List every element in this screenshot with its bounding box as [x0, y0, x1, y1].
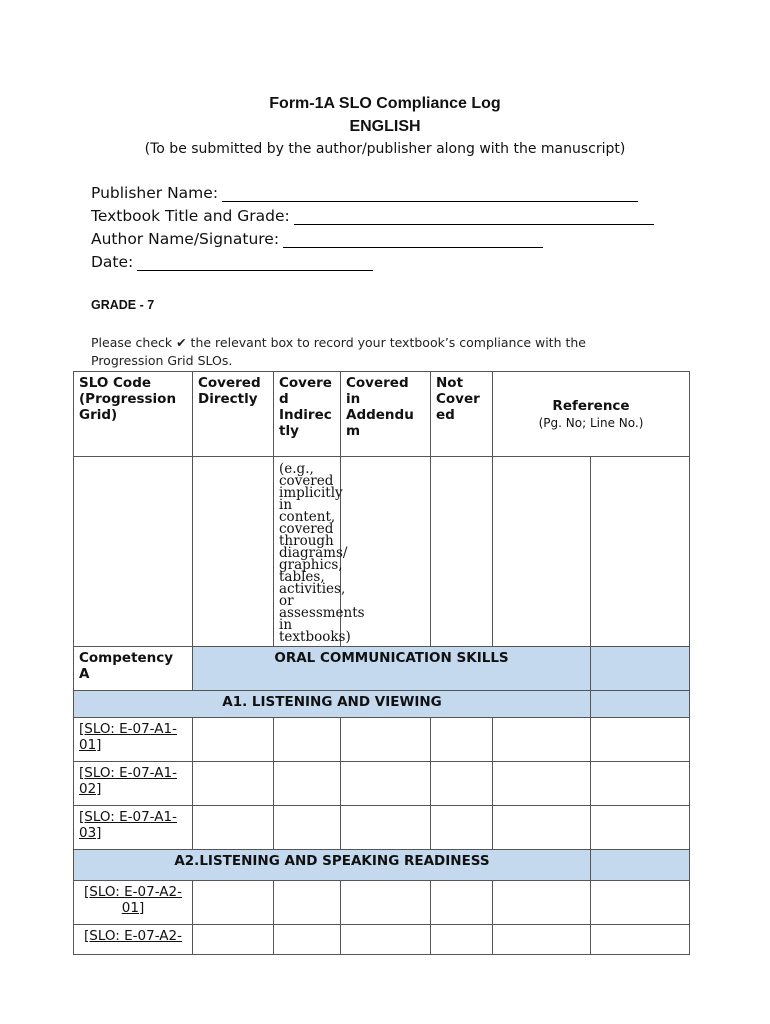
- section-a2-row: [74, 850, 690, 881]
- cell[interactable]: [431, 806, 493, 850]
- slo-code[interactable]: [SLO: E-07-A2-01]: [74, 881, 193, 925]
- note-row: [74, 457, 690, 647]
- cell[interactable]: [193, 457, 274, 647]
- cell[interactable]: [493, 457, 591, 647]
- cell[interactable]: [341, 718, 431, 762]
- cell[interactable]: [493, 806, 591, 850]
- cell[interactable]: [431, 457, 493, 647]
- table-row: [74, 806, 690, 850]
- slo-code[interactable]: [SLO: E-07-A1-01]: [74, 718, 193, 762]
- section-a1-row: [74, 691, 690, 718]
- table-row: [74, 881, 690, 925]
- date-line[interactable]: [137, 254, 373, 271]
- cell[interactable]: [341, 806, 431, 850]
- header-reference: [493, 372, 690, 457]
- section-a1-band-end: [591, 691, 690, 718]
- header-slo-code: SLO Code (Progression Grid): [74, 372, 193, 457]
- cell[interactable]: [591, 718, 690, 762]
- cell[interactable]: [193, 925, 274, 955]
- header-covered-directly: Covered Directly: [193, 372, 274, 457]
- form-title: Form-1A SLO Compliance Log: [269, 95, 501, 112]
- publisher-field[interactable]: [91, 184, 638, 202]
- cell[interactable]: [341, 925, 431, 955]
- table-row: [74, 925, 690, 955]
- header-covered-addendum: Covered in Addendu m: [341, 372, 431, 457]
- competency-band-end: [591, 647, 690, 691]
- section-a2-title: A2.LISTENING AND SPEAKING READINESS: [74, 850, 591, 881]
- date-label: Date:: [91, 253, 134, 271]
- textbook-field[interactable]: [91, 207, 654, 225]
- reference-title: Reference: [552, 398, 630, 414]
- publisher-label: Publisher Name:: [91, 184, 219, 202]
- author-line[interactable]: [283, 231, 543, 248]
- cell[interactable]: [193, 718, 274, 762]
- cell[interactable]: [274, 925, 341, 955]
- subject-title: ENGLISH: [349, 118, 421, 135]
- indirect-note: (e.g., covered implicitly in content, covered through diagrams/ graphics, tables, activities, or assessments in textbooks): [274, 457, 341, 647]
- cell[interactable]: [274, 718, 341, 762]
- submission-note: (To be submitted by the author/publisher along with the manuscript): [144, 141, 626, 157]
- publisher-line[interactable]: [222, 185, 638, 202]
- section-a2-band-end: [591, 850, 690, 881]
- instructions: Please check ✔ the relevant box to record your textbook’s compliance with the Progression Grid SLOs.: [91, 335, 586, 368]
- cell[interactable]: [493, 925, 591, 955]
- competency-row: [74, 647, 690, 691]
- competency-label: Competency A: [74, 647, 193, 691]
- author-field[interactable]: [91, 230, 543, 248]
- cell[interactable]: [431, 718, 493, 762]
- cell[interactable]: [431, 925, 493, 955]
- cell[interactable]: [431, 762, 493, 806]
- cell[interactable]: [193, 762, 274, 806]
- competency-title: ORAL COMMUNICATION SKILLS: [193, 647, 591, 691]
- cell[interactable]: [274, 762, 341, 806]
- cell[interactable]: [274, 806, 341, 850]
- section-a1-title: A1. LISTENING AND VIEWING: [74, 691, 591, 718]
- cell[interactable]: [493, 881, 591, 925]
- cell[interactable]: [591, 806, 690, 850]
- grade-label: GRADE - 7: [91, 298, 155, 312]
- reference-subtitle: (Pg. No; Line No.): [538, 416, 644, 430]
- slo-code[interactable]: [SLO: E-07-A2-: [74, 925, 193, 955]
- cell[interactable]: [274, 881, 341, 925]
- slo-code[interactable]: [SLO: E-07-A1-02]: [74, 762, 193, 806]
- cell[interactable]: [193, 881, 274, 925]
- cell[interactable]: [591, 762, 690, 806]
- cell[interactable]: [493, 718, 591, 762]
- cell[interactable]: [341, 881, 431, 925]
- cell[interactable]: [431, 881, 493, 925]
- cell[interactable]: [591, 881, 690, 925]
- cell[interactable]: [493, 762, 591, 806]
- table-row: [74, 762, 690, 806]
- cell[interactable]: [193, 806, 274, 850]
- slo-code[interactable]: [SLO: E-07-A1-03]: [74, 806, 193, 850]
- cell[interactable]: [591, 925, 690, 955]
- compliance-table: [73, 371, 690, 955]
- header-not-covered: Not Cover ed: [431, 372, 493, 457]
- cell[interactable]: [74, 457, 193, 647]
- textbook-line[interactable]: [294, 208, 654, 225]
- header-covered-indirectly: Covere d Indirec tly: [274, 372, 341, 457]
- cell[interactable]: [591, 457, 690, 647]
- textbook-label: Textbook Title and Grade:: [91, 207, 290, 225]
- cell[interactable]: [341, 762, 431, 806]
- date-field[interactable]: [91, 253, 373, 271]
- table-row: [74, 718, 690, 762]
- author-label: Author Name/Signature:: [91, 230, 280, 248]
